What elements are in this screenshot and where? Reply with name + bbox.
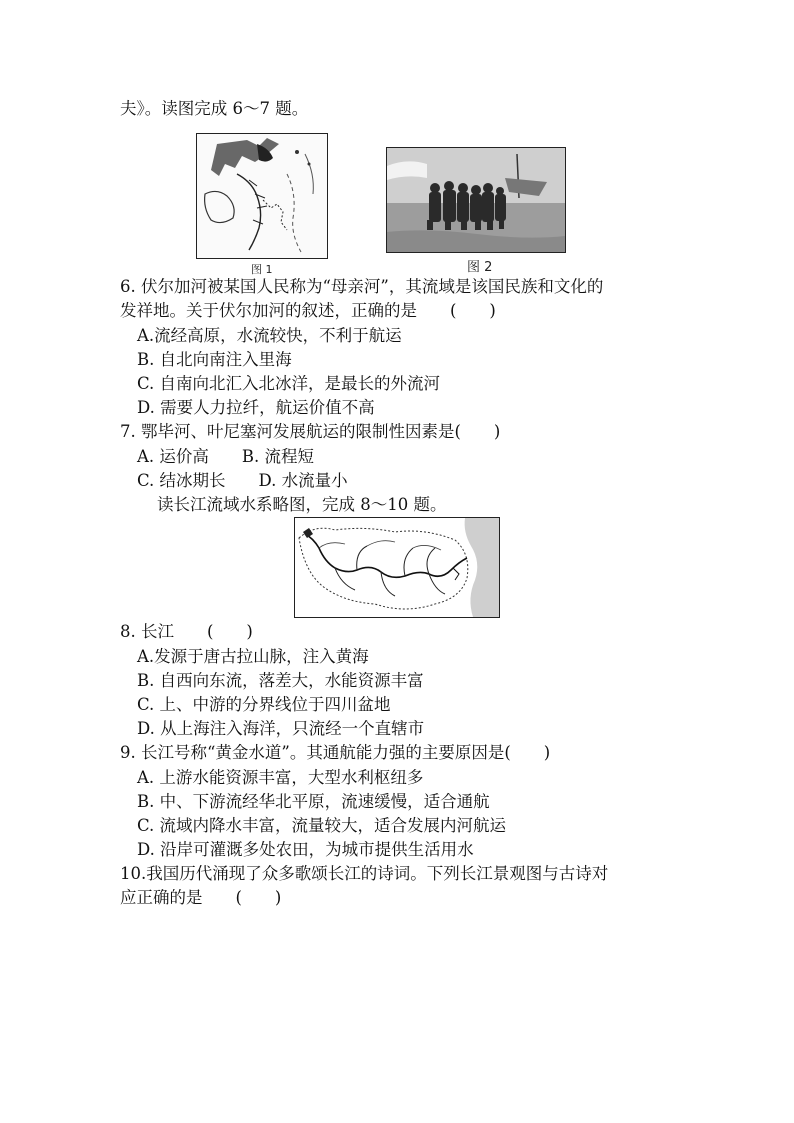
q9-option-c: C. 流域内降水丰富，流量较大，适合发展内河航运 <box>137 816 507 835</box>
q7-stem: 7. 鄂毕河、叶尼塞河发展航运的限制性因素是( ) <box>120 422 501 441</box>
figure-2-barge-haulers-photo <box>386 147 566 253</box>
q6-option-b: B. 自北向南注入里海 <box>137 350 292 369</box>
figure-2-caption: 图 2 <box>467 260 493 275</box>
q9-stem: 9. 长江号称“黄金水道”。其通航能力强的主要原因是( ) <box>120 743 551 762</box>
q9-option-a: A. 上游水能资源丰富，大型水利枢纽多 <box>137 768 424 787</box>
barge-haulers-drawing <box>387 148 565 252</box>
figure-1-volga-map <box>196 133 328 259</box>
figure-1-caption: 图 1 <box>251 263 273 276</box>
q6-option-a: A.流经高原，水流较快，不利于航运 <box>137 326 402 345</box>
yangtze-basin-map <box>294 517 500 618</box>
q8-stem: 8. 长江 ( ) <box>120 622 253 641</box>
q6-stem-line1: 6. 伏尔加河被某国人民称为“母亲河”，其流域是该国民族和文化的 <box>120 277 604 296</box>
q9-option-b: B. 中、下游流经华北平原，流速缓慢，适合通航 <box>137 792 490 811</box>
q6-stem-line2: 发祥地。关于伏尔加河的叙述，正确的是 ( ) <box>120 301 496 320</box>
q8-option-a: A.发源于唐古拉山脉，注入黄海 <box>137 647 369 666</box>
intro-8-10: 读长江流域水系略图，完成 8～10 题。 <box>157 495 447 514</box>
q9-option-d: D. 沿岸可灌溉多处农田，为城市提供生活用水 <box>137 840 474 859</box>
yangtze-map-drawing <box>295 518 499 617</box>
q8-option-d: D. 从上海注入海洋，只流经一个直辖市 <box>137 719 425 738</box>
q10-stem-line2: 应正确的是 ( ) <box>120 888 282 907</box>
q8-option-c: C. 上、中游的分界线位于四川盆地 <box>137 695 391 714</box>
volga-map-drawing <box>197 134 327 258</box>
intro-text: 夫》。读图完成 6～7 题。 <box>120 99 309 118</box>
q7-options-row2: C. 结冰期长 D. 水流量小 <box>137 471 348 490</box>
q6-option-c: C. 自南向北汇入北冰洋，是最长的外流河 <box>137 374 441 393</box>
q6-option-d: D. 需要人力拉纤，航运价值不高 <box>137 398 375 417</box>
q8-option-b: B. 自西向东流，落差大，水能资源丰富 <box>137 671 424 690</box>
q7-options-row1: A. 运价高 B. 流程短 <box>137 447 315 466</box>
q10-stem-line1: 10.我国历代涌现了众多歌颂长江的诗词。下列长江景观图与古诗对 <box>120 864 609 883</box>
